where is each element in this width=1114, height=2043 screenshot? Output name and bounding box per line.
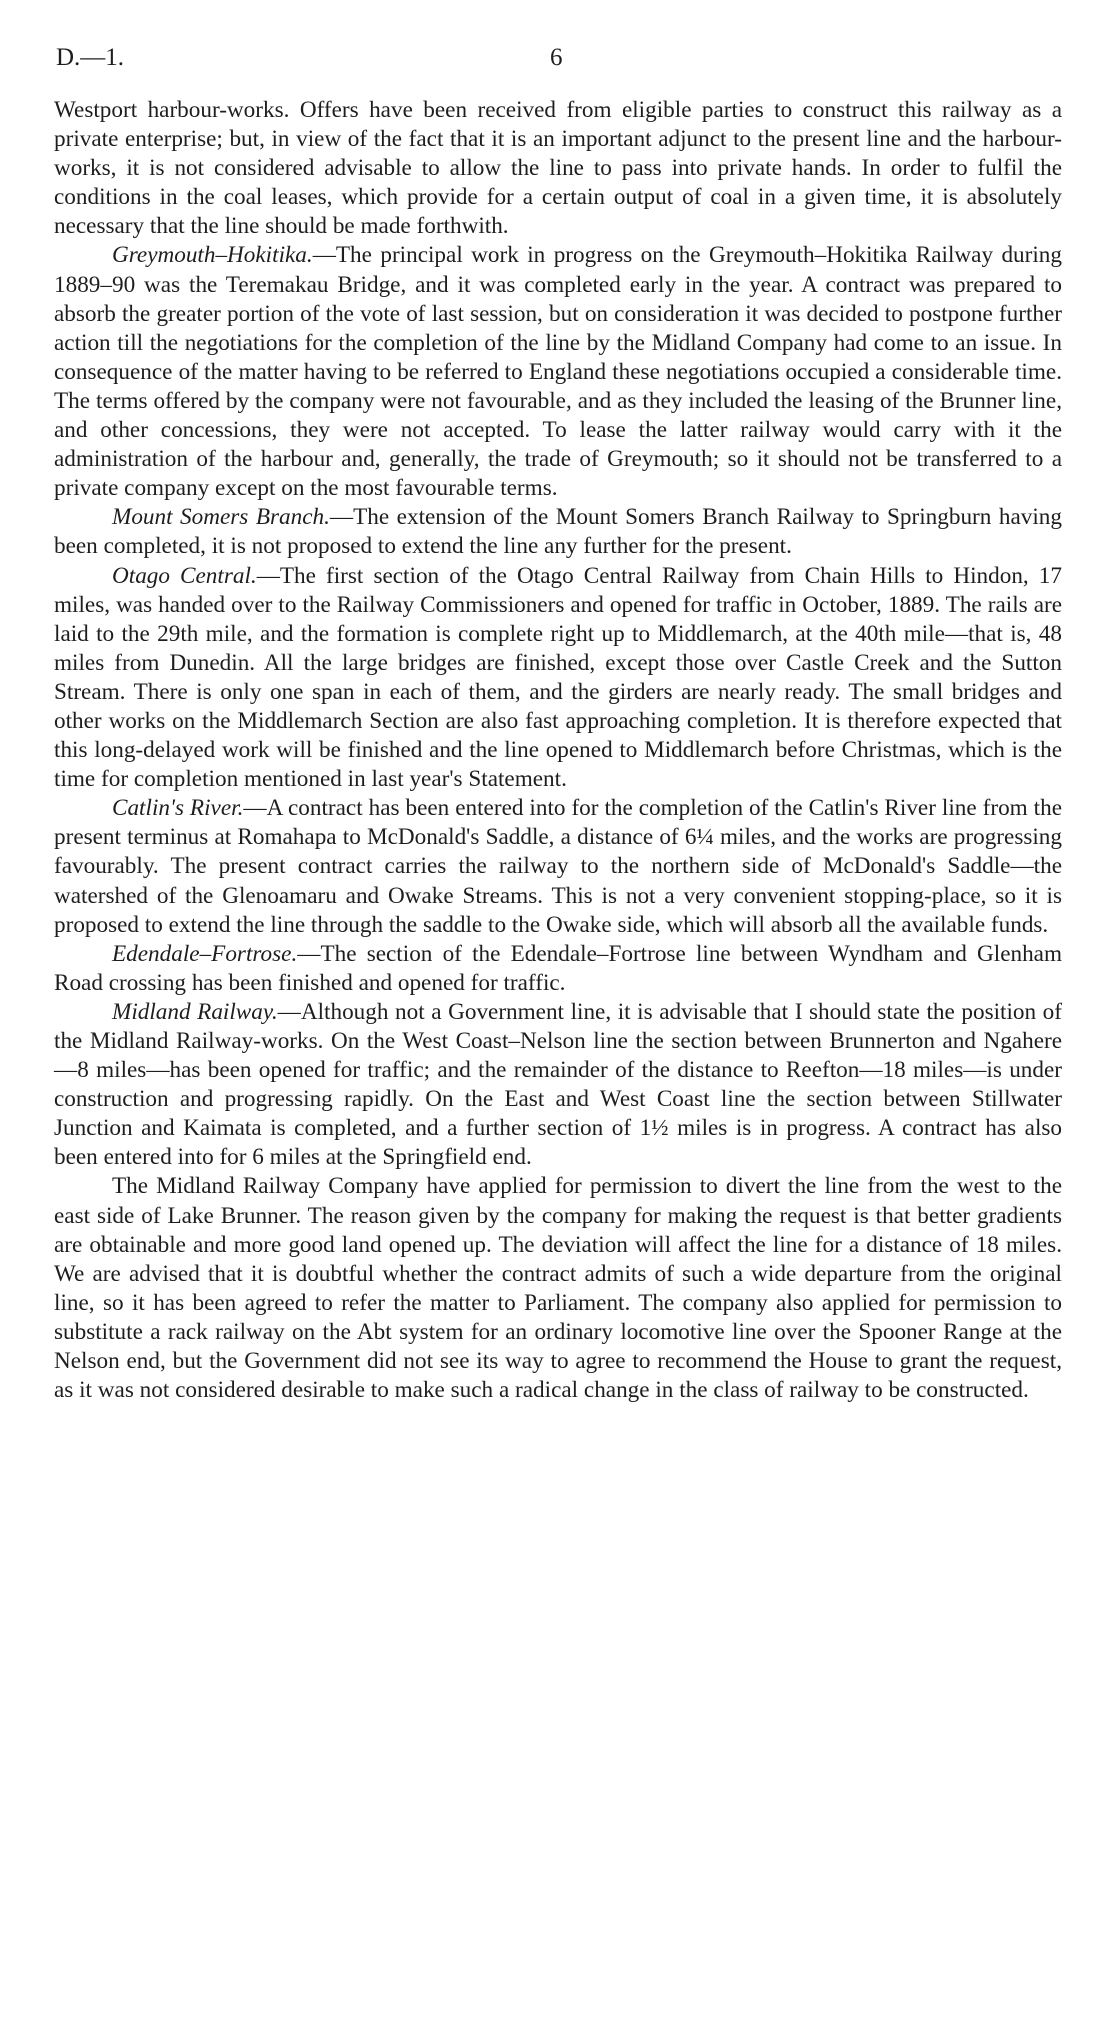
section-heading: Edendale–Fortrose. [112,940,298,967]
section-heading: Greymouth–Hokitika. [112,242,313,269]
paragraph-text: —The first section of the Otago Central Railway from Chain Hills to Hindon, 17 miles, was handed over to the Railway Commissioners and opened for traffic in October, 1889. The rails are laid to the 29th mile, and the formation is complete right up to Middlemarch, at the 40th mile—that is, 48 miles from Dunedin. All the large bridges are finished, except those over Castle Creek and the Sutton Stream. There is only one span in each of them, and the girders are nearly ready. The small bridges and other works on the Middlemarch Section are also fast approaching completion. It is therefore expected that this long-delayed work will be finished and the line opened to Middlemarch before Christmas, which is the time for completion mentioned in last year's Statement. [54,562,1062,793]
paragraph-text: —The principal work in progress on the Greymouth–Hokitika Railway during 1889–90 was the Teremakau Bridge, and it was completed early in the year. A contract was prepared to absorb the greater portion of the vote of last session, but on consideration it was decided to postpone further action till the negotiations for the completion of the line by the Midland Company had come to an issue. In consequence of the matter having to be referred to England these negotiations occupied a considerable time. The terms offered by the company were not favourable, and as they included the leasing of the Brunner line, and other concessions, they were not accepted. To lease the latter railway would carry with it the administration of the harbour and, generally, the trade of Greymouth; so it should not be transferred to a private company except on the most favourable terms. [54,242,1062,502]
document-reference: D.—1. [56,44,125,71]
paragraph-text: —A contract has been entered into for the completion of the Catlin's River line from the present terminus at Romahapa to McDonald's Saddle, a distance of 6¼ miles, and the works are progressing favourably. The present contract carries the railway to the northern side of McDonald's Saddle—the watershed of the Glenoamaru and Owake Streams. This is not a very convenient stopping-place, so it is proposed to extend the line through the saddle to the Owake side, which will absorb all the available funds. [54,795,1062,938]
paragraph-text: Westport harbour-works. Offers have been received from eligible parties to construct this railway as a private enterprise; but, in view of the fact that it is an important adjunct to the present line and the harbour-works, it is not considered advisable to allow the line to pass into private hands. In order to fulfil the conditions in the coal leases, which provide for a certain output of coal in a given time, it is absolutely necessary that the line should be made forthwith. [54,97,1062,240]
page-header [56,44,1056,78]
page-number: 6 [550,44,563,71]
paragraph-greymouth-hokitika [54,241,1062,503]
paragraph-text: —The section of the Edendale–Fortrose line between Wyndham and Glenham Road crossing has been finished and opened for traffic. [54,940,1062,996]
section-heading: Midland Railway. [112,998,278,1025]
paragraph-catlins-river [54,794,1062,939]
paragraph-midland-railway [54,998,1062,1173]
document-body [54,96,1062,1405]
section-heading: Otago Central. [112,562,257,589]
paragraph-lake-brunner-deviation [54,1172,1062,1405]
paragraph-text: —The extension of the Mount Somers Branch Railway to Springburn having been completed, it is not proposed to extend the line any further for the present. [54,504,1062,560]
paragraph-edendale-fortrose [54,940,1062,998]
paragraph-otago-central [54,562,1062,795]
paragraph-text: The Midland Railway Company have applied for permission to divert the line from the west to the east side of Lake Brunner. The reason given by the company for making the request is that better gradients are obtainable and more good land opened up. The deviation will affect the line for a distance of 18 miles. We are advised that it is doubtful whether the contract admits of such a wide departure from the original line, so it has been agreed to refer the matter to Parliament. The company also applied for permission to substitute a rack railway on the Abt system for an ordinary locomotive line over the Spooner Range at the Nelson end, but the Government did not see its way to agree to recommend the House to grant the request, as it was not considered desirable to make such a radical change in the class of railway to be constructed. [54,1173,1062,1404]
paragraph-westport [54,96,1062,241]
section-heading: Catlin's River. [112,795,244,822]
section-heading: Mount Somers Branch. [112,504,330,531]
paragraph-mount-somers-branch [54,503,1062,561]
paragraph-text: —Although not a Government line, it is advisable that I should state the position of the Midland Railway-works. On the West Coast–Nelson line the section between Brunnerton and Ngahere—8 miles—has been opened for traffic; and the remainder of the distance to Reefton—18 miles—is under construction and progressing rapidly. On the East and West Coast line the section between Stillwater Junction and Kaimata is completed, and a further section of 1½ miles is in progress. A contract has also been entered into for 6 miles at the Springfield end. [54,998,1062,1171]
